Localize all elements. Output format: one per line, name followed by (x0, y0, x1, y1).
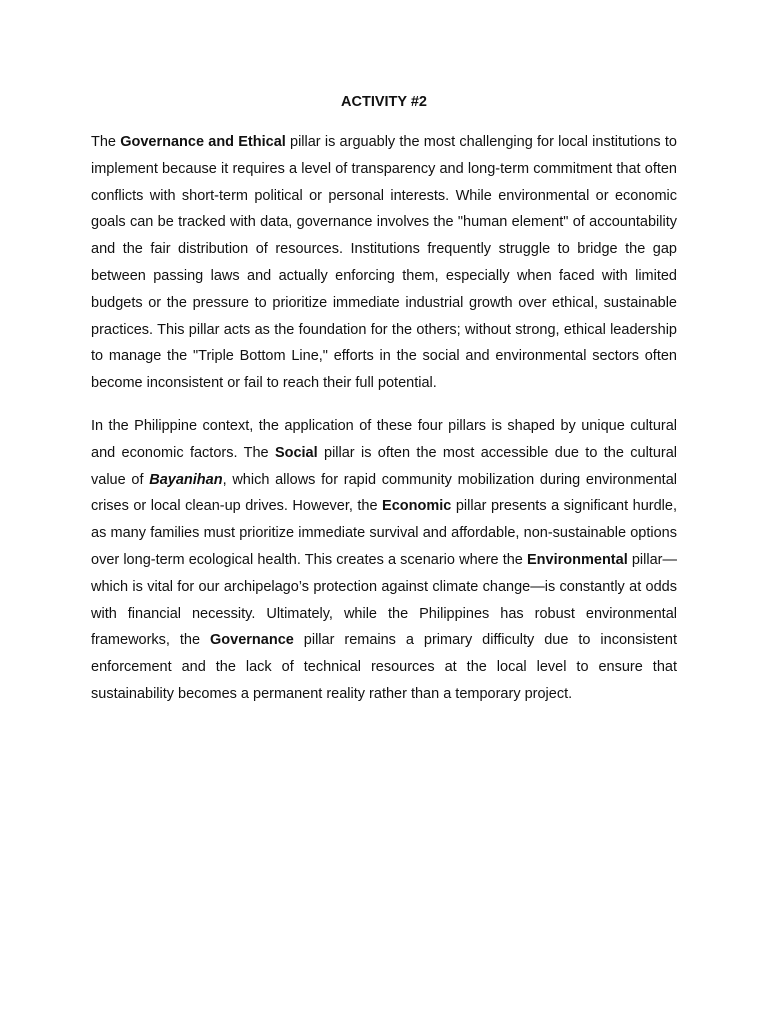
paragraph-1 (91, 129, 677, 397)
paragraph-text: pillar presents a significant hurdle, as many families must prioritize immediate survival and affordable, non-sustainable options over long-term ecological health. This creates a scenario where the (91, 498, 677, 568)
emphasis-bayanihan: Bayanihan (149, 471, 223, 488)
emphasis-governance-and-ethical: Governance and Ethical (120, 134, 286, 150)
document-body (91, 129, 677, 708)
paragraph-text: pillar remains a primary difficulty due to inconsistent enforcement and the lack of technical resources at the local level to ensure that sustainability becomes a permanent reality rather than a temporary project. (91, 632, 678, 702)
emphasis-social: Social (274, 444, 318, 461)
paragraph-text: pillar—which is vital for our archipelago’s protection against climate change—is constantly at odds with financial necessity. Ultimately, while the Philippines has robust environmental frameworks, the (91, 551, 677, 649)
emphasis-governance: Governance (210, 632, 294, 649)
emphasis-environmental: Environmental (527, 551, 628, 568)
paragraph-2 (91, 413, 677, 708)
paragraph-text: The (91, 134, 121, 150)
paragraph-text: pillar is arguably the most challenging for local institutions to implement because it requires a level of transparency and long-term commitment that often conflicts with short-term political or personal interests. While environmental or economic goals can be tracked with data, governance involves the "human element" of accountability and the fair distribution of resources. Institutions frequently struggle to bridge the gap between passing laws and actually enforcing them, especially when faced with limited budgets or the pressure to prioritize immediate industrial growth over ethical, sustainable practices. This pillar acts as the foundation for the others; without strong, ethical leadership to manage the "Triple Bottom Line," efforts in the social and environmental sectors often become inconsistent or fail to reach their full potential. (91, 134, 677, 392)
emphasis-economic: Economic (382, 498, 452, 515)
paragraph-text: In the Philippine context, the application of these four pillars is shaped by unique cultural and economic factors. The (91, 417, 677, 461)
document-title: ACTIVITY #2 (341, 94, 427, 110)
paragraph-text: pillar is often the most accessible due to the cultural value of (91, 444, 677, 488)
paragraph-text: , which allows for rapid community mobilization during environmental crises or local clean-up drives. However, the (91, 471, 677, 515)
